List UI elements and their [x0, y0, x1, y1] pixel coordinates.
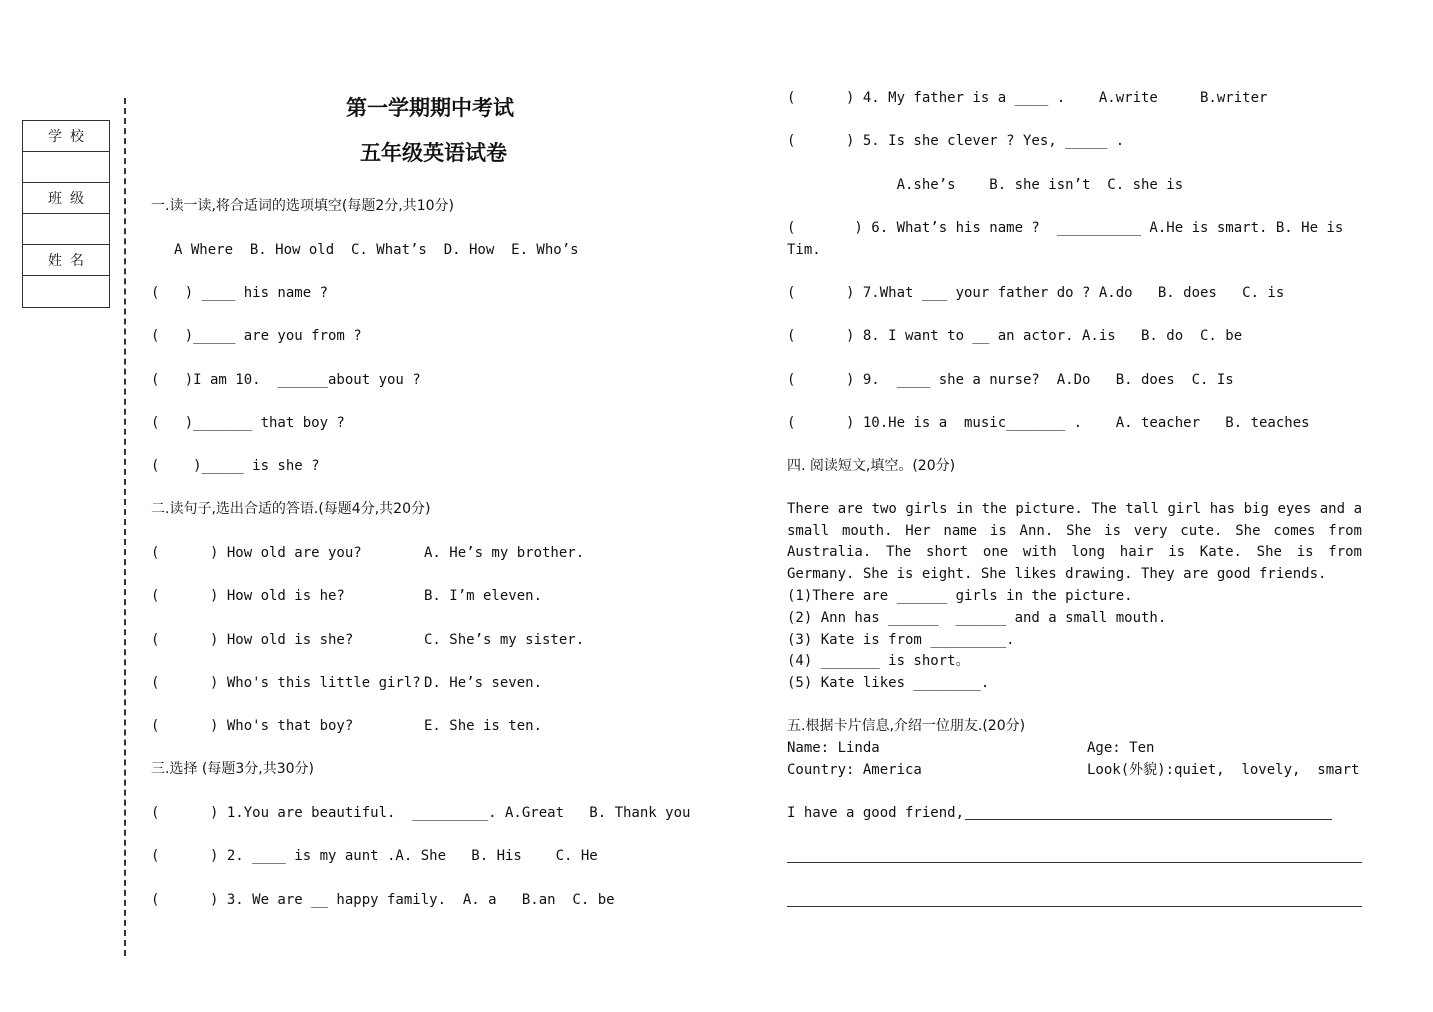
writing-start: I have a good friend, — [787, 805, 965, 821]
s4-blank-5[interactable]: (5) Kate likes ________. — [787, 675, 990, 691]
s4-blank-1[interactable]: (1)There are ______ girls in the picture. — [787, 588, 1133, 604]
s4-blank-2[interactable]: (2) Ann has ______ ______ and a small mouth. — [787, 610, 1167, 626]
s3-item-8[interactable]: ( ) 8. I want to __ an actor. A.is B. do C. be — [787, 328, 1243, 344]
writing-line-1[interactable] — [965, 819, 1332, 820]
section3-heading: 三.选择 (每题3分,共30分) — [151, 761, 314, 777]
s2-answer-a: A. He’s my brother. — [424, 545, 585, 561]
s2-question-5[interactable]: ( ) Who's that boy? — [151, 718, 354, 734]
card-name: Name: Linda — [787, 740, 880, 756]
s3-item-9[interactable]: ( ) 9. ____ she a nurse? A.Do B. does C. Is — [787, 372, 1234, 388]
reading-passage: There are two girls in the picture. The tall girl has big eyes and a small mouth. Her name is Ann. She is very cute. She comes from Australia. The short one with long hair is Kate. She is from Germany. She is eight. She likes drawing. They are good friends. — [787, 501, 1362, 582]
s4-blank-4[interactable]: (4) _______ is short。 — [787, 653, 970, 669]
label-name: 姓名 — [23, 245, 109, 276]
section2-heading: 二.读句子,选出合适的答语.(每题4分,共20分) — [151, 501, 431, 517]
field-class[interactable] — [23, 214, 109, 245]
section4-heading: 四. 阅读短文,填空。(20分) — [787, 458, 956, 474]
s4-blank-3[interactable]: (3) Kate is from _________. — [787, 632, 1015, 648]
s2-question-2[interactable]: ( ) How old is he? — [151, 588, 345, 604]
s2-answer-b: B. I’m eleven. — [424, 588, 543, 604]
s3-item-6[interactable]: ( ) 6. What’s his name ? __________ A.He is smart. B. He is — [787, 220, 1344, 236]
section1-options: A Where B. How old C. What’s D. How E. Who’s — [174, 242, 579, 258]
s1-item-4[interactable]: ( )_______ that boy ? — [151, 415, 345, 431]
student-info-table — [22, 120, 110, 308]
writing-line-3[interactable] — [787, 906, 1362, 907]
section1-heading: 一.读一读,将合适词的选项填空(每题2分,共10分) — [151, 198, 454, 214]
s2-question-4[interactable]: ( ) Who's this little girl? — [151, 675, 421, 691]
s3-item-3[interactable]: ( ) 3. We are __ happy family. A. a B.an C. be — [151, 892, 615, 908]
s1-item-2[interactable]: ( )_____ are you from ? — [151, 328, 362, 344]
s1-item-5[interactable]: ( )_____ is she ? — [151, 458, 320, 474]
s3-item-7[interactable]: ( ) 7.What ___ your father do ? A.do B. does C. is — [787, 285, 1285, 301]
s2-question-1[interactable]: ( ) How old are you? — [151, 545, 362, 561]
s3-item-4[interactable]: ( ) 4. My father is a ____ . A.write B.writer — [787, 90, 1268, 106]
card-age: Age: Ten — [1087, 740, 1155, 756]
s1-item-1[interactable]: ( ) ____ his name ? — [151, 285, 329, 301]
s1-item-3[interactable]: ( )I am 10. ______about you ? — [151, 372, 421, 388]
cut-line — [124, 98, 126, 956]
card-country: Country: America — [787, 762, 922, 778]
s3-item-5[interactable]: ( ) 5. Is she clever ? Yes, _____ . — [787, 133, 1125, 149]
label-school: 学校 — [23, 121, 109, 152]
exam-title: 第一学期期中考试 — [346, 96, 514, 120]
s2-answer-e: E. She is ten. — [424, 718, 543, 734]
s2-answer-d: D. He’s seven. — [424, 675, 543, 691]
field-school[interactable] — [23, 152, 109, 183]
s3-item-2[interactable]: ( ) 2. ____ is my aunt .A. She B. His C. He — [151, 848, 598, 864]
s3-item-1[interactable]: ( ) 1.You are beautiful. _________. A.Great B. Thank you — [151, 805, 691, 821]
writing-line-2[interactable] — [787, 862, 1362, 863]
card-look: Look(外貌):quiet, lovely, smart — [1087, 762, 1360, 778]
field-name[interactable] — [23, 276, 109, 307]
s3-item-6-cont: Tim. — [787, 242, 821, 258]
s2-question-3[interactable]: ( ) How old is she? — [151, 632, 354, 648]
section5-heading: 五.根据卡片信息,介绍一位朋友.(20分) — [787, 718, 1026, 734]
s3-item-5-options: A.she’s B. she isn’t C. she is — [787, 177, 1184, 193]
s2-answer-c: C. She’s my sister. — [424, 632, 585, 648]
exam-subtitle: 五年级英语试卷 — [360, 141, 507, 165]
s3-item-10[interactable]: ( ) 10.He is a music_______ . A. teacher B. teaches — [787, 415, 1310, 431]
label-class: 班级 — [23, 183, 109, 214]
